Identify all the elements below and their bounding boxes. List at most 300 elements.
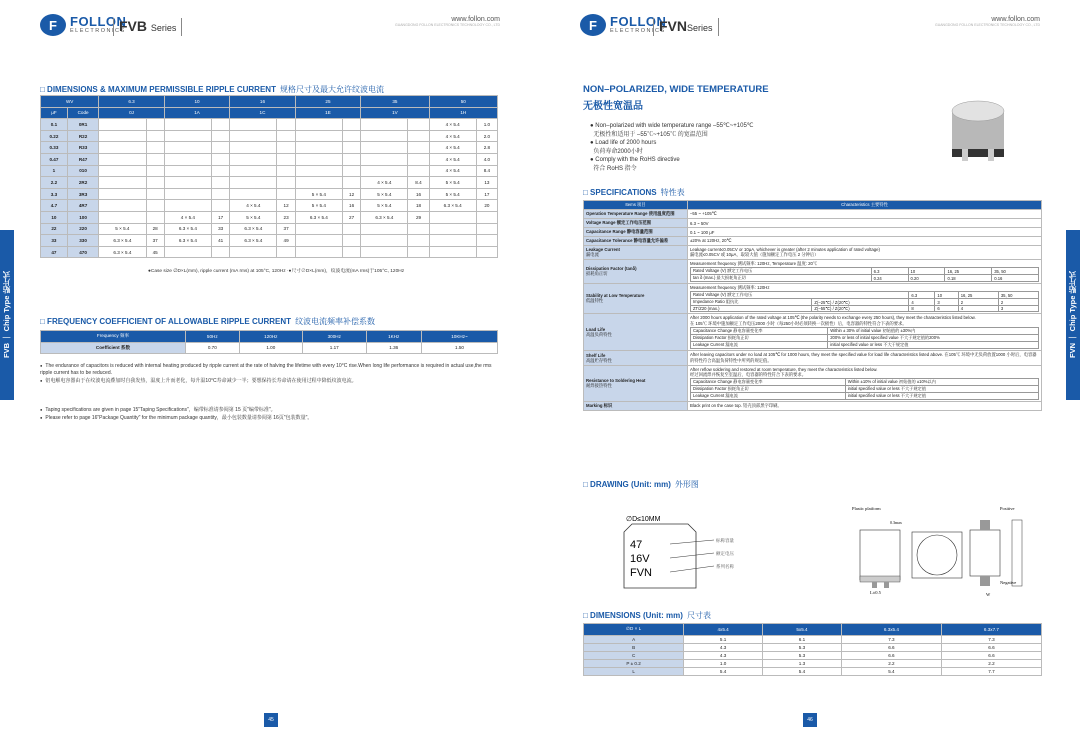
table-row xyxy=(41,130,498,142)
table-cell: 1E xyxy=(295,107,360,119)
table-cell: 37 xyxy=(146,235,164,247)
dim-cell: 1.3 xyxy=(763,659,842,667)
dim-cell: 5.4 xyxy=(684,667,763,675)
table-cell: 6.3 × 5.4 xyxy=(99,235,146,247)
feature-item: 负荷寿命2000小时 xyxy=(593,148,643,155)
dim-header: 5x5.4 xyxy=(763,624,842,636)
table-cell: 10 xyxy=(41,211,68,223)
code-header: Code xyxy=(67,107,98,119)
table-cell: 10 xyxy=(164,96,229,108)
dim-cell: 1.0 xyxy=(684,659,763,667)
dim-cell: 5.4 xyxy=(763,667,842,675)
logo-text: FOLLON xyxy=(70,14,127,30)
table-cell xyxy=(99,130,146,142)
table-cell xyxy=(164,119,211,131)
table-cell: 5 × 5.4 xyxy=(429,188,476,200)
logo-mark-icon: F xyxy=(580,14,606,36)
table-cell: 3R3 xyxy=(67,188,98,200)
table-cell xyxy=(164,177,211,189)
table-cell xyxy=(230,153,277,165)
specifications-table xyxy=(583,200,1042,411)
table-cell xyxy=(295,177,342,189)
table-cell xyxy=(277,246,295,258)
section-frequency: □ FREQUENCY COEFFICIENT OF ALLOWABLE RIPPLE CURRENT 纹波电流频率补偿系数 xyxy=(40,317,376,326)
feature-item: ● Comply with the RoHS directive xyxy=(590,157,680,163)
table-cell: R22 xyxy=(67,130,98,142)
table-cell xyxy=(146,130,164,142)
drawing-series: FVN xyxy=(630,567,652,579)
table-cell: 16 xyxy=(342,200,360,212)
dim-cell: 2.2 xyxy=(941,659,1041,667)
dim-cell: C xyxy=(584,651,684,659)
dim-cell: 6.6 xyxy=(941,643,1041,651)
dim-header: 6.3x5.4 xyxy=(841,624,941,636)
table-cell: 2.2 xyxy=(41,177,68,189)
table-cell: 4 × 5.4 xyxy=(429,165,476,177)
table-cell xyxy=(295,153,342,165)
table-cell: 5 × 5.4 xyxy=(295,200,342,212)
table-cell: R33 xyxy=(67,142,98,154)
table-row xyxy=(584,667,1042,675)
note-endurance-cn: ● 铝电解电容器由于在纹波电流叠加时自我发热，温度上升而老化，每升温10°C寿命减少一半；要想保持长寿命请在使用过程中降低纹波电流。 xyxy=(40,377,500,385)
spec-shelf-life-val: After leaving capacitors under no load at 105℃ for 1000 hours, they meet the specified value for load life characteristics listed above. 在105℃ 环境中无负荷放置1000 小时后，电容器的特性符合高温负荷特性中所列的规定值。 xyxy=(688,351,1042,366)
dim-cell: L xyxy=(584,667,684,675)
table-cell xyxy=(408,165,429,177)
table-cell xyxy=(146,211,164,223)
table-cell xyxy=(230,188,277,200)
spec-voltage: Voltage Range 额定工作电压范围 xyxy=(584,219,688,228)
spec-solder-heat: Resistance to Soldering Heat 耐焊接热特性 xyxy=(584,366,688,402)
table-note: ●Case size ∅D×L(mm), ripple current (mA rms) at 105°C, 120Hz ·●尺寸∅D×L(mm)，纹波电流(mA rms)于105°C, 120Hz xyxy=(148,269,405,274)
table-cell: 22 xyxy=(41,223,68,235)
dim-cell: A xyxy=(584,635,684,643)
table-row xyxy=(41,142,498,154)
positive-label: Positive xyxy=(1000,506,1015,511)
table-cell: 6.3 × 5.4 xyxy=(361,211,408,223)
product-title-cn: 无极性宽温品 xyxy=(583,101,643,112)
table-cell xyxy=(361,223,408,235)
table-row xyxy=(584,643,1042,651)
product-title: NON–POLARIZED, WIDE TEMPERATURE xyxy=(583,84,769,95)
coef-val: 1.17 xyxy=(303,342,366,354)
table-cell: 4 × 5.4 xyxy=(361,177,408,189)
spec-solder-heat-val: After reflow soldering and restored at room temperature, they meet the characteristics listed below. 经过回流焊并恢复至室温后，电容器的特性符合下表的要求。 Capacitance Change 静电容量变化率 Within ±10% of initial value 初始值的 ±10%以内 Dissipation Factor 损耗角正切 initial specified value or less 不大于规定值 Leakage Current 漏电流 initial specified value or less 不大于规定值 xyxy=(688,366,1042,402)
table-cell xyxy=(99,142,146,154)
table-cell: 4R7 xyxy=(67,200,98,212)
table-cell: 18 xyxy=(408,200,429,212)
table-cell xyxy=(230,130,277,142)
dim-header: 6.3x7.7 xyxy=(941,624,1041,636)
table-cell xyxy=(212,177,230,189)
freq-head: 300Hz xyxy=(303,331,366,343)
table-cell: 100 xyxy=(67,211,98,223)
capacitor-photo xyxy=(938,95,1018,167)
table-row xyxy=(41,223,498,235)
coefficient-label: Coefficient 系数 xyxy=(41,342,186,354)
table-cell: 3.3 xyxy=(41,188,68,200)
table-cell: 4 × 5.4 xyxy=(230,200,277,212)
table-cell: 6.3 × 5.4 xyxy=(429,200,476,212)
spec-dissipation: Dissipation Factor (tanδ) 损耗角正切 xyxy=(584,260,688,284)
capacitor-dimension-drawing xyxy=(840,500,1040,600)
side-tab-fvn: FVN ｜ Chip Type 贴片式 xyxy=(1066,230,1080,400)
length-label: L±0.5 xyxy=(870,590,881,595)
dimensions-table xyxy=(583,623,1042,676)
uf-header: μF xyxy=(41,107,68,119)
table-cell xyxy=(476,246,497,258)
dim-cell: 6.6 xyxy=(941,651,1041,659)
table-cell xyxy=(164,188,211,200)
drawing-voltage: 16V xyxy=(630,553,650,565)
table-cell xyxy=(429,246,476,258)
logo-subtext: ELECTRONICS xyxy=(610,28,666,35)
section-dimensions: □ DIMENSIONS (Unit: mm) 尺寸表 xyxy=(583,611,711,620)
table-cell: 17 xyxy=(476,188,497,200)
table-cell: 16 xyxy=(230,96,295,108)
table-cell: 1 xyxy=(41,165,68,177)
table-cell xyxy=(429,211,476,223)
table-cell: 0J xyxy=(99,107,164,119)
table-cell: 12 xyxy=(277,200,295,212)
series-title: FVB Series xyxy=(113,18,182,36)
table-cell xyxy=(277,119,295,131)
table-cell: 4 × 5.4 xyxy=(164,211,211,223)
table-cell: 6.3 × 5.4 xyxy=(230,235,277,247)
table-cell: 33 xyxy=(212,223,230,235)
table-cell xyxy=(146,177,164,189)
table-cell: 6.3 xyxy=(99,96,164,108)
feature-item: 符合 RoHS 指令 xyxy=(593,165,637,172)
table-cell xyxy=(277,188,295,200)
coef-val: 1.36 xyxy=(366,342,421,354)
table-cell xyxy=(408,235,429,247)
table-cell: 27 xyxy=(342,211,360,223)
page-number: 45 xyxy=(264,713,278,727)
table-cell xyxy=(295,246,342,258)
dim-cell: 4.3 xyxy=(684,651,763,659)
table-cell: 49 xyxy=(277,235,295,247)
right-page xyxy=(540,0,1080,733)
table-cell: 010 xyxy=(67,165,98,177)
table-cell xyxy=(342,119,360,131)
feature-item: 无极性和适用于 –55℃~+105℃ 的宽温范围 xyxy=(593,131,708,138)
table-cell xyxy=(99,165,146,177)
table-cell xyxy=(164,246,211,258)
table-cell xyxy=(146,142,164,154)
table-row xyxy=(41,235,498,247)
spec-marking: Marking 标识 xyxy=(584,402,688,411)
frequency-table xyxy=(40,330,498,354)
table-cell: 35 xyxy=(361,96,429,108)
spec-op-temp: Operation Temperature Range 使用温度范围 xyxy=(584,210,688,219)
table-cell xyxy=(212,153,230,165)
table-cell xyxy=(212,246,230,258)
feature-list xyxy=(590,122,754,173)
dim-cell: 6.6 xyxy=(841,643,941,651)
table-cell xyxy=(342,153,360,165)
spec-low-temp: Stability at Low Temperature 低温特性 xyxy=(584,284,688,314)
table-cell: 2.8 xyxy=(476,142,497,154)
table-cell: 0.22 xyxy=(41,130,68,142)
table-cell: 45 xyxy=(146,246,164,258)
freq-head: 1KHz xyxy=(366,331,421,343)
table-cell xyxy=(164,153,211,165)
table-cell: 47 xyxy=(41,246,68,258)
table-cell xyxy=(295,142,342,154)
table-cell xyxy=(295,235,342,247)
table-cell: 470 xyxy=(67,246,98,258)
table-row xyxy=(41,165,498,177)
negative-label: Negative xyxy=(1000,580,1017,585)
spec-cap-range: Capacitance Range 静电容量范围 xyxy=(584,228,688,237)
table-cell: 2.0 xyxy=(476,130,497,142)
table-cell xyxy=(146,200,164,212)
table-cell: 1A xyxy=(164,107,229,119)
table-cell xyxy=(361,235,408,247)
width-label: W xyxy=(986,592,991,597)
dim-cell: B xyxy=(584,643,684,651)
table-row xyxy=(584,635,1042,643)
table-cell xyxy=(99,188,146,200)
table-cell: 6.3 × 5.4 xyxy=(295,211,342,223)
table-cell: 4.7 xyxy=(41,200,68,212)
dim-cell: 6.1 xyxy=(763,635,842,643)
table-cell xyxy=(342,130,360,142)
spec-load-life: Load Life 高温负荷特性 xyxy=(584,314,688,351)
logo-text: FOLLON xyxy=(610,14,667,30)
table-cell: 4.0 xyxy=(476,153,497,165)
drawing-cap-value: 47 xyxy=(630,539,643,551)
table-cell xyxy=(212,188,230,200)
table-cell xyxy=(361,153,408,165)
freq-head: 120Hz xyxy=(239,331,302,343)
table-cell: 29 xyxy=(408,211,429,223)
spec-shelf-life: Shelf Life 高温贮存特性 xyxy=(584,351,688,366)
dim-cell: 5.3 xyxy=(763,643,842,651)
table-cell: 23 xyxy=(277,211,295,223)
table-cell xyxy=(295,223,342,235)
table-cell xyxy=(408,142,429,154)
ripple-notes xyxy=(40,362,500,385)
table-cell xyxy=(146,165,164,177)
table-cell: 6.3 × 5.4 xyxy=(164,235,211,247)
ripple-table xyxy=(40,95,498,258)
table-cell: 5 × 5.4 xyxy=(429,177,476,189)
table-cell xyxy=(164,130,211,142)
table-cell: 13 xyxy=(476,177,497,189)
table-cell: 1.0 xyxy=(476,119,497,131)
page-number: 46 xyxy=(803,713,817,727)
table-cell xyxy=(146,188,164,200)
spec-leakage-val: Leakage current≤0.05CV or 10μA, whichever is greater (after 2 minutes application of rated voltage) 漏电流≤0.05CV 或 10μA，取较大值（施加额定工作电压 2 分钟后） xyxy=(688,246,1042,260)
plastic-platform-label: Plastic platform xyxy=(852,506,881,511)
table-cell xyxy=(408,130,429,142)
table-cell: 37 xyxy=(277,223,295,235)
table-cell xyxy=(212,119,230,131)
table-cell: 0.47 xyxy=(41,153,68,165)
spec-head-char: Characteristics 主要特性 xyxy=(688,201,1042,210)
table-cell xyxy=(342,165,360,177)
table-cell: 0.1 xyxy=(41,119,68,131)
dim-cell: 7.7 xyxy=(941,667,1041,675)
table-cell: R47 xyxy=(67,153,98,165)
dim-cell: P ± 0.2 xyxy=(584,659,684,667)
dim-cell: 6.6 xyxy=(841,651,941,659)
table-cell xyxy=(342,223,360,235)
table-cell xyxy=(342,177,360,189)
dim-cell: 4.3 xyxy=(684,643,763,651)
coef-val: 0.70 xyxy=(186,342,240,354)
table-cell: 1H xyxy=(429,107,497,119)
table-cell xyxy=(146,119,164,131)
spec-head-items: Items 项目 xyxy=(584,201,688,210)
table-row xyxy=(41,153,498,165)
sh-inner-table: Capacitance Change 静电容量变化率 Within ±10% of initial value 初始值的 ±10%以内 Dissipation Factor 损耗角正切 initial specified value or less 不大于规定值 Leakage Current 漏电流 initial specified value or less 不大于规定值 xyxy=(690,378,1039,400)
section-dimensions-ripple: □ DIMENSIONS & MAXIMUM PERMISSIBLE RIPPLE CURRENT 规格尺寸及最大允许纹波电流 xyxy=(40,85,384,94)
table-row xyxy=(41,246,498,258)
table-cell: 6.3 × 5.4 xyxy=(164,223,211,235)
dim-cell: 5.1 xyxy=(684,635,763,643)
table-cell: 20 xyxy=(476,200,497,212)
table-cell xyxy=(212,142,230,154)
left-header xyxy=(40,14,500,44)
table-cell: 41 xyxy=(212,235,230,247)
table-cell xyxy=(476,211,497,223)
table-cell: 17 xyxy=(212,211,230,223)
table-cell: 4 × 5.4 xyxy=(429,130,476,142)
table-cell xyxy=(408,223,429,235)
table-row xyxy=(41,119,498,131)
spec-op-temp-val: –55 ~ +105℃ xyxy=(688,210,1042,219)
table-cell: 2R2 xyxy=(67,177,98,189)
table-cell xyxy=(230,142,277,154)
table-cell xyxy=(277,177,295,189)
table-cell xyxy=(408,119,429,131)
radius-label: 0.3max xyxy=(890,520,902,525)
freq-head: 10KHz~ xyxy=(421,331,497,343)
section-specifications: □ SPECIFICATIONS 特性表 xyxy=(583,188,685,197)
dim-header: 4x5.4 xyxy=(684,624,763,636)
table-cell xyxy=(277,142,295,154)
dim-cell: 7.3 xyxy=(841,635,941,643)
freq-header-label: Frequency 频率 xyxy=(41,331,186,343)
table-cell: 6.3 × 5.4 xyxy=(99,246,146,258)
series-title: FVNSeries xyxy=(653,18,719,36)
table-cell: 5 × 5.4 xyxy=(361,200,408,212)
table-cell xyxy=(99,177,146,189)
table-cell xyxy=(361,246,408,258)
wv-header: WV xyxy=(41,96,99,108)
website: www.follon.com GUANGDONG FOLLON ELECTRONICS TECHNOLOGY CO., LTD xyxy=(934,16,1040,27)
spec-cap-range-val: 0.1 ~ 100 μF xyxy=(688,228,1042,237)
section-drawing: □ DRAWING (Unit: mm) 外形图 xyxy=(583,480,699,489)
table-cell xyxy=(361,142,408,154)
table-cell xyxy=(212,165,230,177)
table-cell xyxy=(164,142,211,154)
table-cell xyxy=(476,235,497,247)
table-cell xyxy=(230,177,277,189)
spec-cap-tol-val: ±20% at 120Hz, 20℃ xyxy=(688,237,1042,246)
table-cell: 5 × 5.4 xyxy=(99,223,146,235)
table-cell xyxy=(146,153,164,165)
drawing-series-label: 系列名称 xyxy=(716,564,734,569)
ll-inner-table: Capacitance Change 静电容量变化率 Within ± 30% of initial value 初始值的 ±30%内 Dissipation Factor 损耗角正切 200% or less of initial specified value 不大于规定值的200% Leakage Current 漏电流 initial specified value or less 不大于规定值 xyxy=(690,327,1039,349)
table-cell: 6.3 × 5.4 xyxy=(230,223,277,235)
note-taping: ● Taping specifications are given in page 15"Taping Specifications"，编带标准请参阅第 15 页"编带标准"。 xyxy=(40,406,500,414)
spec-leakage: Leakage Current 漏电流 xyxy=(584,246,688,260)
table-cell: 50 xyxy=(429,96,497,108)
table-cell: 8.4 xyxy=(476,165,497,177)
drawing-voltage-label: 额定电压 xyxy=(716,551,734,556)
note-package: ● Please refer to page 16"Package Quantity" for the minimum package quantity，最小包装数量请参阅第 16页"包装数量"。 xyxy=(40,414,500,422)
table-cell: 1V xyxy=(361,107,429,119)
table-row xyxy=(41,211,498,223)
table-cell: 5 × 5.4 xyxy=(230,211,277,223)
table-cell xyxy=(230,119,277,131)
drawing-dia-label: ∅D≤10MM xyxy=(626,516,661,523)
table-cell: 0R1 xyxy=(67,119,98,131)
side-tab-fvb: FVB ｜ Chip Type 贴片式 xyxy=(0,230,14,400)
table-cell xyxy=(164,165,211,177)
spec-cap-tol: Capacitance Tolerance 静电容量允许偏差 xyxy=(584,237,688,246)
feature-item: ● Load life of 2000 hours xyxy=(590,140,657,146)
table-row xyxy=(584,659,1042,667)
table-cell xyxy=(342,142,360,154)
spec-marking-val: Black print on the case top. 铝壳顶部黑字印刷。 xyxy=(688,402,1042,411)
table-cell xyxy=(429,223,476,235)
table-cell xyxy=(164,200,211,212)
table-cell xyxy=(361,130,408,142)
table-cell xyxy=(295,119,342,131)
freq-head: 50Hz xyxy=(186,331,240,343)
capacitor-top-drawing xyxy=(618,512,758,598)
table-cell: 28 xyxy=(146,223,164,235)
table-row xyxy=(41,200,498,212)
table-cell: 1C xyxy=(230,107,295,119)
table-cell xyxy=(212,130,230,142)
table-cell: 4 × 5.4 xyxy=(429,142,476,154)
table-cell xyxy=(408,153,429,165)
table-cell xyxy=(277,165,295,177)
table-cell xyxy=(342,235,360,247)
table-cell xyxy=(99,211,146,223)
table-cell: 8.4 xyxy=(408,177,429,189)
table-cell: 12 xyxy=(342,188,360,200)
table-cell xyxy=(99,153,146,165)
table-cell xyxy=(295,130,342,142)
logo-subtext: ELECTRONICS xyxy=(70,28,126,35)
table-cell xyxy=(277,153,295,165)
note-endurance: ● The endurance of capacitors is reduced with internal heating produced by ripple current at the rate of halving the lifetime with every 10°C rise.When long life performance is required in actual use,the rms ripple current has to be reduced. xyxy=(40,362,500,377)
table-cell xyxy=(212,200,230,212)
table-cell xyxy=(361,119,408,131)
table-cell xyxy=(277,130,295,142)
table-cell xyxy=(230,165,277,177)
coef-val: 1.50 xyxy=(421,342,497,354)
dim-cell: 7.3 xyxy=(941,635,1041,643)
table-cell xyxy=(230,246,277,258)
table-cell: 25 xyxy=(295,96,360,108)
table-cell xyxy=(361,165,408,177)
table-cell: 4 × 5.4 xyxy=(429,119,476,131)
table-cell: 330 xyxy=(67,235,98,247)
right-header xyxy=(580,14,1040,44)
spec-load-life-val: After 2000 hours application of the rated voltage at 105℃ (the polarity needs to exchange every 250 hours), they meet the characteristics listed below. 在 105℃ 环境中施加额定工作电压2000 小时（每250小时必须转换一次极性）后，电容器的特性符合下表的要求。 Capacitance Change 静电容量变化率 Within ± 30% of initial value 初始值的 ±30%内 Dissipation Factor 损耗角正切 200% or less of initial specified value 不大于规定值的200% Leakage Current 漏电流 initial specified value or less 不大于规定值 xyxy=(688,314,1042,351)
table-cell: 4 × 5.4 xyxy=(429,153,476,165)
table-cell: 5 × 5.4 xyxy=(295,188,342,200)
dim-cell: 5.3 xyxy=(763,651,842,659)
table-cell: 33 xyxy=(41,235,68,247)
